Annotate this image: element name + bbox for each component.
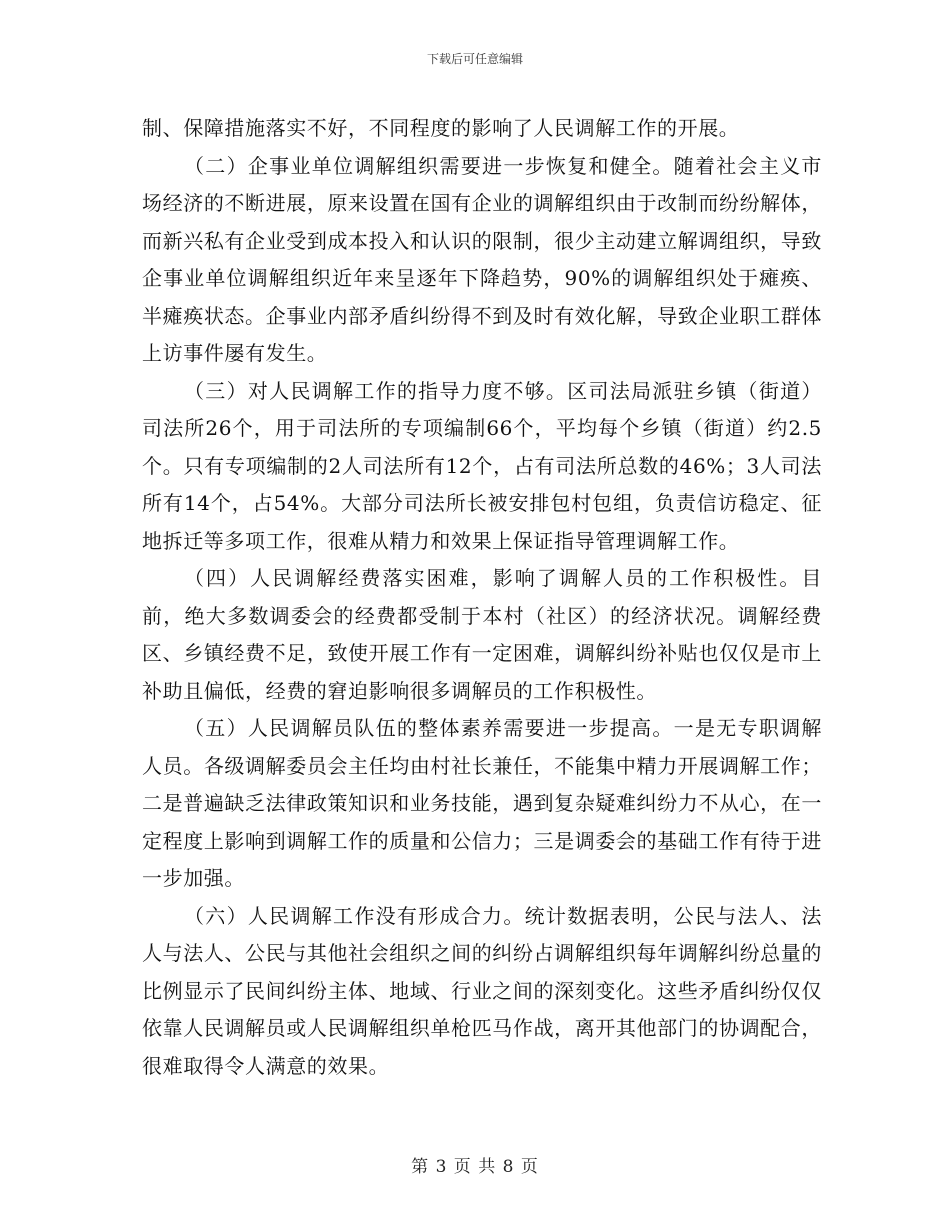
document-body: [142, 110, 822, 1085]
paragraph-section-4: （四）人民调解经费落实困难，影响了调解人员的工作积极性。目前，绝大多数调委会的经费都受制于本村（社区）的经济状况。调解经费区、乡镇经费不足，致使开展工作有一定困难，调解纠纷补贴也仅仅是市上补助且偏低，经费的窘迫影响很多调解员的工作积极性。: [142, 566, 822, 703]
paragraph-section-5: （五）人民调解员队伍的整体素养需要进一步提高。一是无专职调解人员。各级调解委员会主任均由村社长兼任，不能集中精力开展调解工作；二是普遍缺乏法律政策知识和业务技能，遇到复杂疑难纠纷力不从心，在一定程度上影响到调解工作的质量和公信力；三是调委会的基础工作有待于进一步加强。: [142, 716, 822, 890]
paragraph-section-2: （二）企事业单位调解组织需要进一步恢复和健全。随着社会主义市场经济的不断进展，原来设置在国有企业的调解组织由于改制而纷纷解体，而新兴私有企业受到成本投入和认识的限制，很少主动建立解调组织，导致企事业单位调解组织近年来呈逐年下降趋势，90%的调解组织处于瘫痪、半瘫痪状态。企事业内部矛盾纠纷得不到及时有效化解，导致企业职工群体上访事件屡有发生。: [142, 153, 822, 365]
paragraph-section-3: （三）对人民调解工作的指导力度不够。区司法局派驻乡镇（街道）司法所26个，用于司法所的专项编制66个，平均每个乡镇（街道）约2.5个。只有专项编制的2人司法所有12个，占有司法所总数的46%；3人司法所有14个，占54%。大部分司法所长被安排包村包组，负责信访稳定、征地拆迁等多项工作，很难从精力和效果上保证指导管理调解工作。: [142, 378, 822, 553]
page-header: 下载后可任意编辑: [426, 52, 523, 66]
page-number: 第 3 页 共 8 页: [411, 1157, 539, 1177]
paragraph-section-6: （六）人民调解工作没有形成合力。统计数据表明，公民与法人、法人与法人、公民与其他社会组织之间的纠纷占调解组织每年调解纠纷总量的比例显示了民间纠纷主体、地域、行业之间的深刻变化。这些矛盾纠纷仅仅依靠人民调解员或人民调解组织单枪匹马作战，离开其他部门的协调配合，很难取得令人满意的效果。: [142, 903, 822, 1078]
paragraph-continuation: 制、保障措施落实不好，不同程度的影响了人民调解工作的开展。: [142, 116, 740, 140]
